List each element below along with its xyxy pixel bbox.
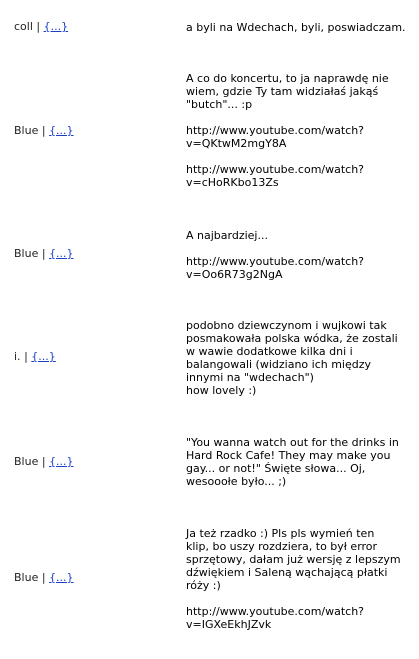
comment-meta — [14, 247, 74, 261]
meta-separator: | — [24, 350, 28, 363]
comment-meta — [14, 350, 56, 364]
comment-url: http://www.youtube.com/watch? v=cHoRKbo13Zs — [186, 163, 365, 189]
comment-meta — [14, 20, 68, 34]
comment-meta — [14, 455, 74, 469]
comment-url: http://www.youtube.com/watch? v=Oo6R73g2NgA — [186, 255, 365, 281]
comment-text: A najbardziej... — [186, 229, 268, 242]
comment-text: podobno dziewczynom i wujkowi tak posmakowała polska wódka, że zostali w wawie dodatkowe kilka dni i balangowali (widziano ich między innymi na "wdechach") how lovely :) — [186, 319, 398, 397]
meta-separator: | — [41, 124, 46, 137]
comment-url: http://www.youtube.com/watch? v=QKtwM2mgY8A — [186, 124, 365, 150]
meta-separator: | — [36, 20, 41, 33]
comment-permalink[interactable]: {...} — [49, 455, 74, 468]
comment-author: coll — [14, 20, 33, 33]
comment-body — [186, 436, 418, 488]
meta-separator: | — [41, 247, 46, 260]
comment-permalink[interactable]: {...} — [49, 247, 74, 260]
comment-author: Blue — [14, 247, 39, 260]
comment-permalink[interactable]: {...} — [43, 20, 69, 33]
comment-meta — [14, 571, 74, 585]
comment-permalink[interactable]: {...} — [31, 350, 56, 363]
comment-author: Blue — [14, 124, 39, 137]
comment-body — [186, 72, 418, 189]
comment-text: Ja też rzadko :) Pls pls wymień ten klip, bo uszy rozdziera, to był error sprzętowy, dałam już wersję z lepszym dźwiękiem i Saleną wąchającą płatki róży :) — [186, 527, 401, 592]
comment-text: a byli na Wdechach, byli, poswiadczam. — [186, 21, 406, 34]
meta-separator: | — [41, 455, 46, 468]
comment-author: Blue — [14, 455, 39, 468]
comment-meta — [14, 124, 74, 138]
comment-url: http://www.youtube.com/watch? v=IGXeEkhJZvk — [186, 605, 365, 631]
comment-author: i. — [14, 350, 21, 363]
comment-text: A co do koncertu, to ja naprawdę nie wiem, gdzie Ty tam widziałaś jakąś "butch"... :p — [186, 72, 389, 111]
comment-author: Blue — [14, 571, 39, 584]
comment-permalink[interactable]: {...} — [49, 571, 74, 584]
comment-body — [186, 527, 418, 631]
comment-permalink[interactable]: {...} — [49, 124, 74, 137]
comment-body — [186, 319, 418, 397]
comment-body — [186, 229, 418, 281]
comment-text: "You wanna watch out for the drinks in Hard Rock Cafe! They may make you gay... or not!" Święte słowa... Oj, wesooołe było... ;) — [186, 436, 399, 488]
comment-body — [186, 21, 418, 34]
meta-separator: | — [41, 571, 46, 584]
